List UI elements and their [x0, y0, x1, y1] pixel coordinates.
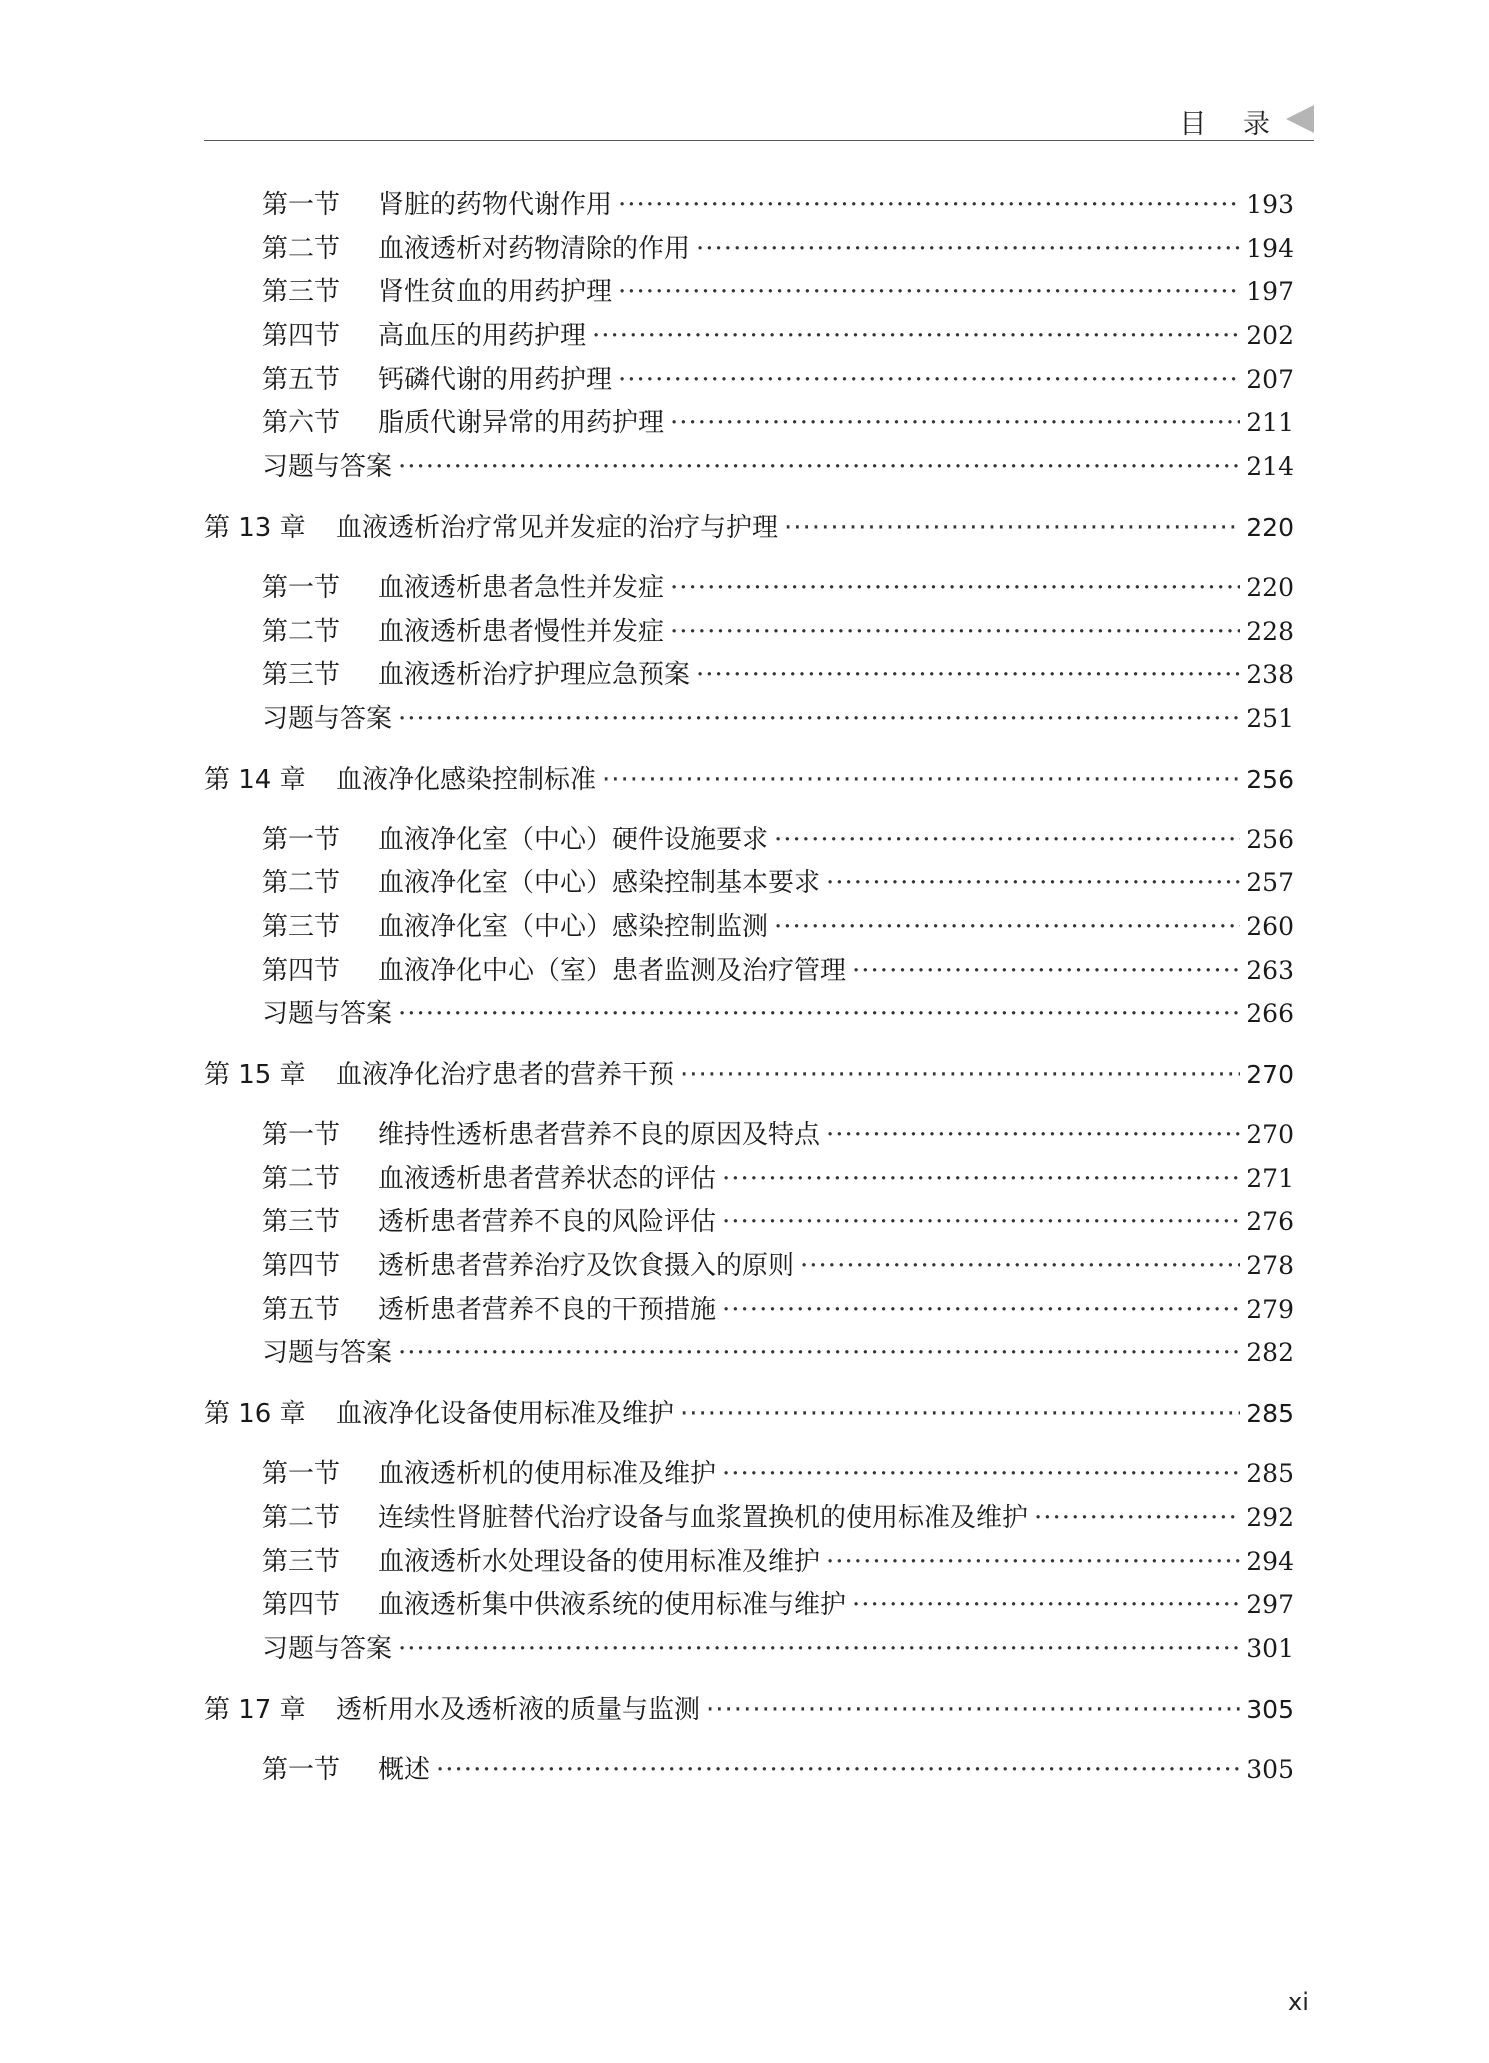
entry-title: 血液净化设备使用标准及维护 — [336, 1399, 675, 1430]
entry-page-number: 260 — [1246, 911, 1294, 941]
dot-leader — [722, 1201, 1240, 1245]
dot-leader — [398, 993, 1240, 1037]
entry-title: 习题与答案 — [262, 1633, 393, 1664]
entry-page-number: 207 — [1246, 364, 1294, 394]
entry-title: 习题与答案 — [262, 999, 393, 1030]
dot-leader — [696, 654, 1240, 698]
entry-title: 钙磷代谢的用药护理 — [378, 364, 613, 395]
entry-page-number: 228 — [1246, 616, 1294, 646]
page-number: xi — [1288, 1988, 1309, 2016]
chapter-number: 第 14 章 — [204, 764, 306, 795]
entry-title: 血液透析治疗护理应急预案 — [378, 660, 691, 691]
entry-title: 血液净化室（中心）感染控制监测 — [378, 911, 769, 942]
entry-title: 血液净化中心（室）患者监测及治疗管理 — [378, 955, 847, 986]
dot-leader — [1034, 1497, 1240, 1541]
dot-leader — [670, 402, 1240, 446]
dot-leader — [398, 698, 1240, 742]
entry-title: 习题与答案 — [262, 703, 393, 734]
entry-page-number: 270 — [1246, 1120, 1294, 1149]
entry-page-number: 197 — [1246, 277, 1294, 307]
section-entry[interactable] — [204, 445, 1294, 489]
section-entry[interactable] — [204, 314, 1294, 358]
section-entry[interactable] — [204, 949, 1294, 993]
entry-title: 血液净化室（中心）硬件设施要求 — [378, 824, 769, 855]
entry-title: 肾脏的药物代谢作用 — [378, 190, 613, 220]
dot-leader — [722, 1158, 1240, 1202]
section-number: 第四节 — [262, 1590, 341, 1621]
entry-page-number: 238 — [1246, 660, 1294, 690]
entry-title: 肾性贫血的用药护理 — [378, 277, 613, 308]
entry-page-number: 220 — [1246, 572, 1294, 602]
section-number: 第三节 — [262, 911, 341, 942]
entry-page-number: 256 — [1246, 824, 1294, 854]
entry-title: 血液净化治疗患者的营养干预 — [336, 1060, 675, 1090]
dot-leader — [680, 1388, 1240, 1441]
dot-leader — [670, 611, 1240, 655]
dot-leader — [826, 862, 1240, 906]
dot-leader — [602, 754, 1240, 807]
section-entry[interactable] — [204, 1331, 1294, 1375]
entry-page-number: 278 — [1246, 1251, 1294, 1281]
entry-page-number: 279 — [1246, 1294, 1294, 1324]
entry-title: 血液透析集中供液系统的使用标准与维护 — [378, 1590, 847, 1621]
chapter-number: 第 16 章 — [204, 1399, 306, 1430]
section-entry[interactable] — [204, 1583, 1294, 1627]
page-header — [204, 100, 1314, 140]
entry-title: 习题与答案 — [262, 452, 393, 483]
header-title: 目 录 — [1179, 109, 1284, 140]
section-entry[interactable] — [204, 653, 1294, 697]
section-number: 第一节 — [262, 572, 341, 603]
section-entry[interactable] — [204, 1540, 1294, 1584]
section-entry[interactable] — [204, 1200, 1294, 1244]
entry-page-number: 301 — [1246, 1633, 1294, 1663]
section-number: 第一节 — [262, 1459, 341, 1490]
section-entry[interactable] — [204, 992, 1294, 1036]
entry-title: 血液净化感染控制标准 — [336, 764, 597, 795]
section-entry[interactable] — [204, 697, 1294, 741]
entry-page-number: 211 — [1246, 408, 1294, 438]
section-number: 第六节 — [262, 408, 341, 439]
entry-page-number: 256 — [1246, 764, 1294, 794]
dot-leader — [618, 359, 1240, 403]
dot-leader — [680, 1049, 1240, 1102]
dot-leader — [774, 819, 1240, 863]
section-entry[interactable] — [204, 1113, 1294, 1157]
section-number: 第一节 — [262, 1754, 341, 1785]
dot-leader — [618, 271, 1240, 315]
dot-leader — [784, 502, 1240, 555]
section-number: 第二节 — [262, 1502, 341, 1533]
dot-leader — [722, 1289, 1240, 1333]
section-entry[interactable] — [204, 1452, 1294, 1496]
entry-page-number: 282 — [1246, 1338, 1294, 1368]
section-entry[interactable] — [204, 183, 1294, 227]
dot-leader — [592, 315, 1240, 359]
dot-leader — [774, 906, 1240, 950]
chapter-entry[interactable] — [204, 753, 1294, 806]
entry-title: 概述 — [378, 1754, 431, 1785]
entry-page-number: 266 — [1246, 999, 1294, 1029]
section-entry[interactable] — [204, 1288, 1294, 1332]
section-entry[interactable] — [204, 1627, 1294, 1671]
dot-leader — [670, 567, 1240, 611]
section-number: 第一节 — [262, 190, 341, 220]
entry-title: 高血压的用药护理 — [378, 321, 587, 352]
section-entry[interactable] — [204, 1157, 1294, 1201]
triangle-marker-icon — [1286, 105, 1314, 133]
entry-title: 血液透析机的使用标准及维护 — [378, 1459, 717, 1490]
entry-page-number: 297 — [1246, 1590, 1294, 1620]
entry-title: 透析患者营养不良的风险评估 — [378, 1207, 717, 1238]
entry-page-number: 214 — [1246, 452, 1294, 482]
entry-page-number: 202 — [1246, 321, 1294, 351]
section-number: 第一节 — [262, 824, 341, 855]
chapter-number: 第 17 章 — [204, 1694, 306, 1725]
section-entry[interactable] — [204, 227, 1294, 271]
entry-page-number: 270 — [1246, 1060, 1294, 1089]
entry-page-number: 193 — [1246, 190, 1294, 219]
entry-page-number: 276 — [1246, 1207, 1294, 1237]
entry-title: 血液透析患者急性并发症 — [378, 572, 665, 603]
section-number: 第二节 — [262, 233, 341, 264]
section-entry[interactable] — [204, 905, 1294, 949]
table-of-contents — [204, 183, 1294, 1791]
section-number: 第五节 — [262, 1294, 341, 1325]
chapter-entry[interactable] — [204, 501, 1294, 554]
dot-leader — [826, 1541, 1240, 1585]
section-number: 第二节 — [262, 1163, 341, 1194]
entry-title: 透析患者营养不良的干预措施 — [378, 1294, 717, 1325]
section-entry[interactable] — [204, 566, 1294, 610]
dot-leader — [826, 1114, 1240, 1158]
dot-leader — [398, 1628, 1240, 1672]
chapter-entry[interactable] — [204, 1387, 1294, 1440]
entry-page-number: 194 — [1246, 233, 1294, 263]
entry-title: 血液透析治疗常见并发症的治疗与护理 — [336, 512, 779, 543]
entry-page-number: 305 — [1246, 1694, 1294, 1724]
section-entry[interactable] — [204, 270, 1294, 314]
entry-title: 习题与答案 — [262, 1338, 393, 1369]
section-number: 第四节 — [262, 955, 341, 986]
chapter-number: 第 15 章 — [204, 1060, 306, 1090]
dot-leader — [618, 184, 1240, 228]
header-rule — [204, 140, 1314, 141]
entry-title: 连续性肾脏替代治疗设备与血浆置换机的使用标准及维护 — [378, 1502, 1029, 1533]
entry-page-number: 257 — [1246, 868, 1294, 898]
section-number: 第二节 — [262, 616, 341, 647]
entry-page-number: 305 — [1246, 1754, 1294, 1784]
section-number: 第三节 — [262, 1546, 341, 1577]
entry-title: 透析患者营养治疗及饮食摄入的原则 — [378, 1251, 795, 1282]
dot-leader — [436, 1749, 1240, 1793]
entry-page-number: 294 — [1246, 1546, 1294, 1576]
entry-page-number: 251 — [1246, 703, 1294, 733]
section-number: 第三节 — [262, 1207, 341, 1238]
entry-page-number: 271 — [1246, 1163, 1294, 1193]
entry-title: 脂质代谢异常的用药护理 — [378, 408, 665, 439]
entry-page-number: 292 — [1246, 1502, 1294, 1532]
entry-page-number: 263 — [1246, 955, 1294, 985]
section-entry[interactable] — [204, 1496, 1294, 1540]
chapter-entry[interactable] — [204, 1048, 1294, 1101]
section-entry[interactable] — [204, 818, 1294, 862]
chapter-number: 第 13 章 — [204, 512, 306, 543]
chapter-entry[interactable] — [204, 1683, 1294, 1736]
section-entry[interactable] — [204, 1244, 1294, 1288]
section-entry[interactable] — [204, 861, 1294, 905]
section-entry[interactable] — [204, 358, 1294, 402]
entry-title: 透析用水及透析液的质量与监测 — [336, 1694, 701, 1725]
section-entry[interactable] — [204, 1748, 1294, 1792]
dot-leader — [706, 1684, 1240, 1737]
entry-title: 血液净化室（中心）感染控制基本要求 — [378, 868, 821, 899]
dot-leader — [398, 446, 1240, 490]
dot-leader — [800, 1245, 1240, 1289]
section-entry[interactable] — [204, 610, 1294, 654]
dot-leader — [696, 228, 1240, 272]
entry-title: 血液透析患者营养状态的评估 — [378, 1163, 717, 1194]
entry-title: 血液透析患者慢性并发症 — [378, 616, 665, 647]
entry-title: 血液透析对药物清除的作用 — [378, 233, 691, 264]
dot-leader — [852, 1584, 1240, 1628]
dot-leader — [398, 1332, 1240, 1376]
entry-title: 血液透析水处理设备的使用标准及维护 — [378, 1546, 821, 1577]
dot-leader — [722, 1453, 1240, 1497]
entry-page-number: 285 — [1246, 1459, 1294, 1489]
section-number: 第一节 — [262, 1120, 341, 1150]
section-number: 第四节 — [262, 1251, 341, 1282]
section-number: 第二节 — [262, 868, 341, 899]
section-number: 第四节 — [262, 321, 341, 352]
dot-leader — [852, 950, 1240, 994]
entry-page-number: 220 — [1246, 512, 1294, 542]
section-entry[interactable] — [204, 401, 1294, 445]
section-number: 第三节 — [262, 660, 341, 691]
entry-title: 维持性透析患者营养不良的原因及特点 — [378, 1120, 821, 1150]
section-number: 第三节 — [262, 277, 341, 308]
section-number: 第五节 — [262, 364, 341, 395]
entry-page-number: 285 — [1246, 1399, 1294, 1429]
